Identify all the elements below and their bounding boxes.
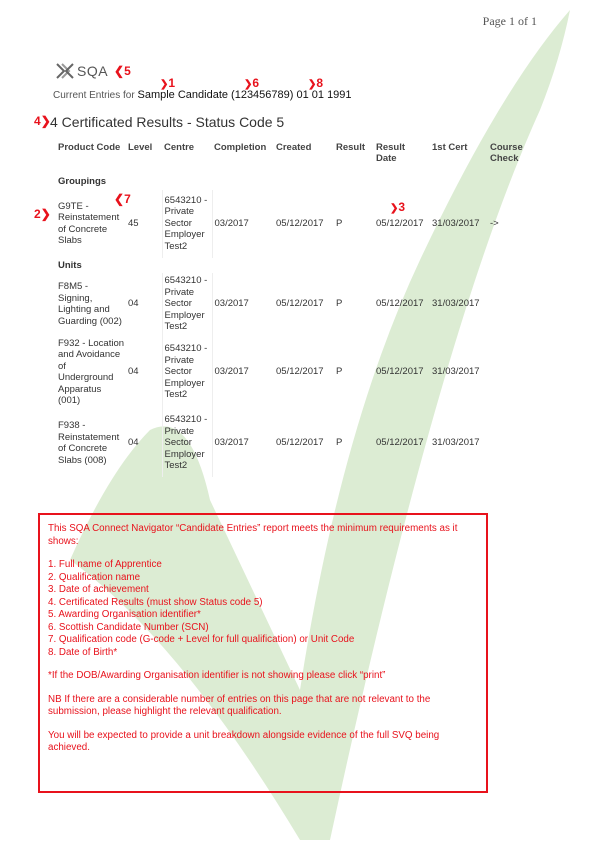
course-check-link[interactable]: -> bbox=[490, 217, 499, 229]
marker-6: ❯6 bbox=[244, 76, 260, 90]
completion: 03/2017 bbox=[214, 298, 249, 310]
centre: 6543210 - Private Sector Employer Test2 bbox=[162, 190, 212, 258]
result: P bbox=[336, 366, 343, 378]
created: 05/12/2017 bbox=[276, 366, 324, 378]
col-centre: Centre bbox=[164, 142, 195, 153]
result-date: 05/12/2017 bbox=[376, 298, 424, 310]
result-date: 05/12/2017 bbox=[376, 437, 424, 449]
list-item: 4. Certificated Results (must show Status code 5) bbox=[48, 596, 263, 608]
marker-7: ❮7 bbox=[114, 192, 131, 206]
result-date: 05/12/2017 bbox=[376, 217, 424, 229]
level: 04 bbox=[128, 298, 139, 310]
completion: 03/2017 bbox=[214, 217, 249, 229]
col-level: Level bbox=[128, 142, 153, 153]
result: P bbox=[336, 217, 343, 229]
marker-8: ❯8 bbox=[308, 76, 324, 90]
level: 45 bbox=[128, 217, 139, 229]
sqa-logo-icon bbox=[55, 63, 75, 79]
list-item: 1. Full name of Apprentice bbox=[48, 559, 162, 570]
created: 05/12/2017 bbox=[276, 217, 324, 229]
requirements-info-box bbox=[38, 513, 488, 793]
col-result: Result bbox=[336, 142, 366, 153]
first-cert: 31/03/2017 bbox=[432, 298, 480, 310]
groupings-label: Groupings bbox=[58, 176, 107, 187]
first-cert: 31/03/2017 bbox=[432, 366, 480, 378]
centre: 6543210 - Private Sector Employer Test2 bbox=[162, 273, 212, 335]
table-row bbox=[56, 335, 532, 409]
marker-2: 2❯ bbox=[34, 207, 51, 221]
marker-4: 4❯ bbox=[34, 114, 51, 128]
info-closing: You will be expected to provide a unit breakdown alongside evidence of the full SVQ being achieved. bbox=[48, 729, 440, 753]
result: P bbox=[336, 298, 343, 310]
marker-5: ❮5 bbox=[114, 64, 131, 78]
product-code: F938 - Reinstatement of Concrete Slabs (008) bbox=[58, 420, 120, 466]
course-check bbox=[488, 273, 532, 335]
sqa-logo-text: SQA bbox=[77, 63, 109, 79]
centre: 6543210 - Private Sector Employer Test2 bbox=[162, 409, 212, 477]
col-created: Created bbox=[276, 142, 312, 153]
table-header-row bbox=[56, 138, 532, 174]
col-product-code: Product Code bbox=[58, 142, 121, 153]
marker-1: ❯1 bbox=[160, 76, 176, 90]
current-entries-line bbox=[53, 89, 352, 101]
product-code: F8M5 - Signing, Lighting and Guarding (002) bbox=[58, 281, 122, 327]
candidate-details: Sample Candidate (123456789) 01 01 1991 bbox=[137, 89, 352, 101]
product-code: G9TE - Reinstatement of Concrete Slabs bbox=[58, 200, 120, 246]
col-result-date: Result Date bbox=[376, 142, 406, 164]
first-cert: 31/03/2017 bbox=[432, 437, 480, 449]
first-cert: 31/03/2017 bbox=[432, 217, 480, 229]
course-check bbox=[488, 409, 532, 477]
level: 04 bbox=[128, 366, 139, 378]
level: 04 bbox=[128, 437, 139, 449]
groupings-label-row bbox=[56, 174, 532, 190]
created: 05/12/2017 bbox=[276, 298, 324, 310]
list-item: 8. Date of Birth* bbox=[48, 646, 118, 658]
completion: 03/2017 bbox=[214, 366, 249, 378]
section-title: 4 Certificated Results - Status Code 5 bbox=[50, 114, 285, 130]
units-label: Units bbox=[58, 259, 82, 271]
list-item: 6. Scottish Candidate Number (SCN) bbox=[48, 621, 209, 633]
info-nb: NB If there are a considerable number of entries on this page that are not relevant to the submission, please highlight the relevant qualification. bbox=[48, 693, 431, 717]
col-first-cert: 1st Cert bbox=[432, 142, 468, 153]
result-date: 05/12/2017 bbox=[376, 366, 424, 378]
table-row bbox=[56, 273, 532, 335]
units-label-row bbox=[56, 258, 532, 274]
results-table bbox=[56, 138, 532, 477]
course-check bbox=[488, 335, 532, 409]
page-number: Page 1 of 1 bbox=[482, 14, 537, 28]
list-item: 5. Awarding Organisation identifier* bbox=[48, 609, 201, 620]
info-intro: This SQA Connect Navigator “Candidate Entries” report meets the minimum requirements as it shows: bbox=[48, 523, 458, 547]
col-course-check: Course Check bbox=[490, 142, 523, 164]
created: 05/12/2017 bbox=[276, 437, 324, 449]
product-code: F932 - Location and Avoidance of Underground Apparatus (001) bbox=[58, 337, 125, 406]
completion: 03/2017 bbox=[214, 437, 249, 449]
entries-label: Current Entries for bbox=[53, 90, 135, 101]
table-row bbox=[56, 409, 532, 477]
list-item: 7. Qualification code (G-code + Level for full qualification) or Unit Code bbox=[48, 634, 355, 645]
col-completion: Completion bbox=[214, 142, 267, 153]
list-item: 3. Date of achievement bbox=[48, 584, 149, 595]
marker-3: ❯3 bbox=[390, 200, 406, 214]
info-note: *If the DOB/Awarding Organisation identifier is not showing please click “print” bbox=[48, 670, 386, 681]
requirements-list bbox=[48, 559, 478, 659]
list-item: 2. Qualification name bbox=[48, 571, 141, 583]
result: P bbox=[336, 437, 343, 449]
centre: 6543210 - Private Sector Employer Test2 bbox=[162, 335, 212, 409]
sqa-logo bbox=[55, 63, 108, 79]
